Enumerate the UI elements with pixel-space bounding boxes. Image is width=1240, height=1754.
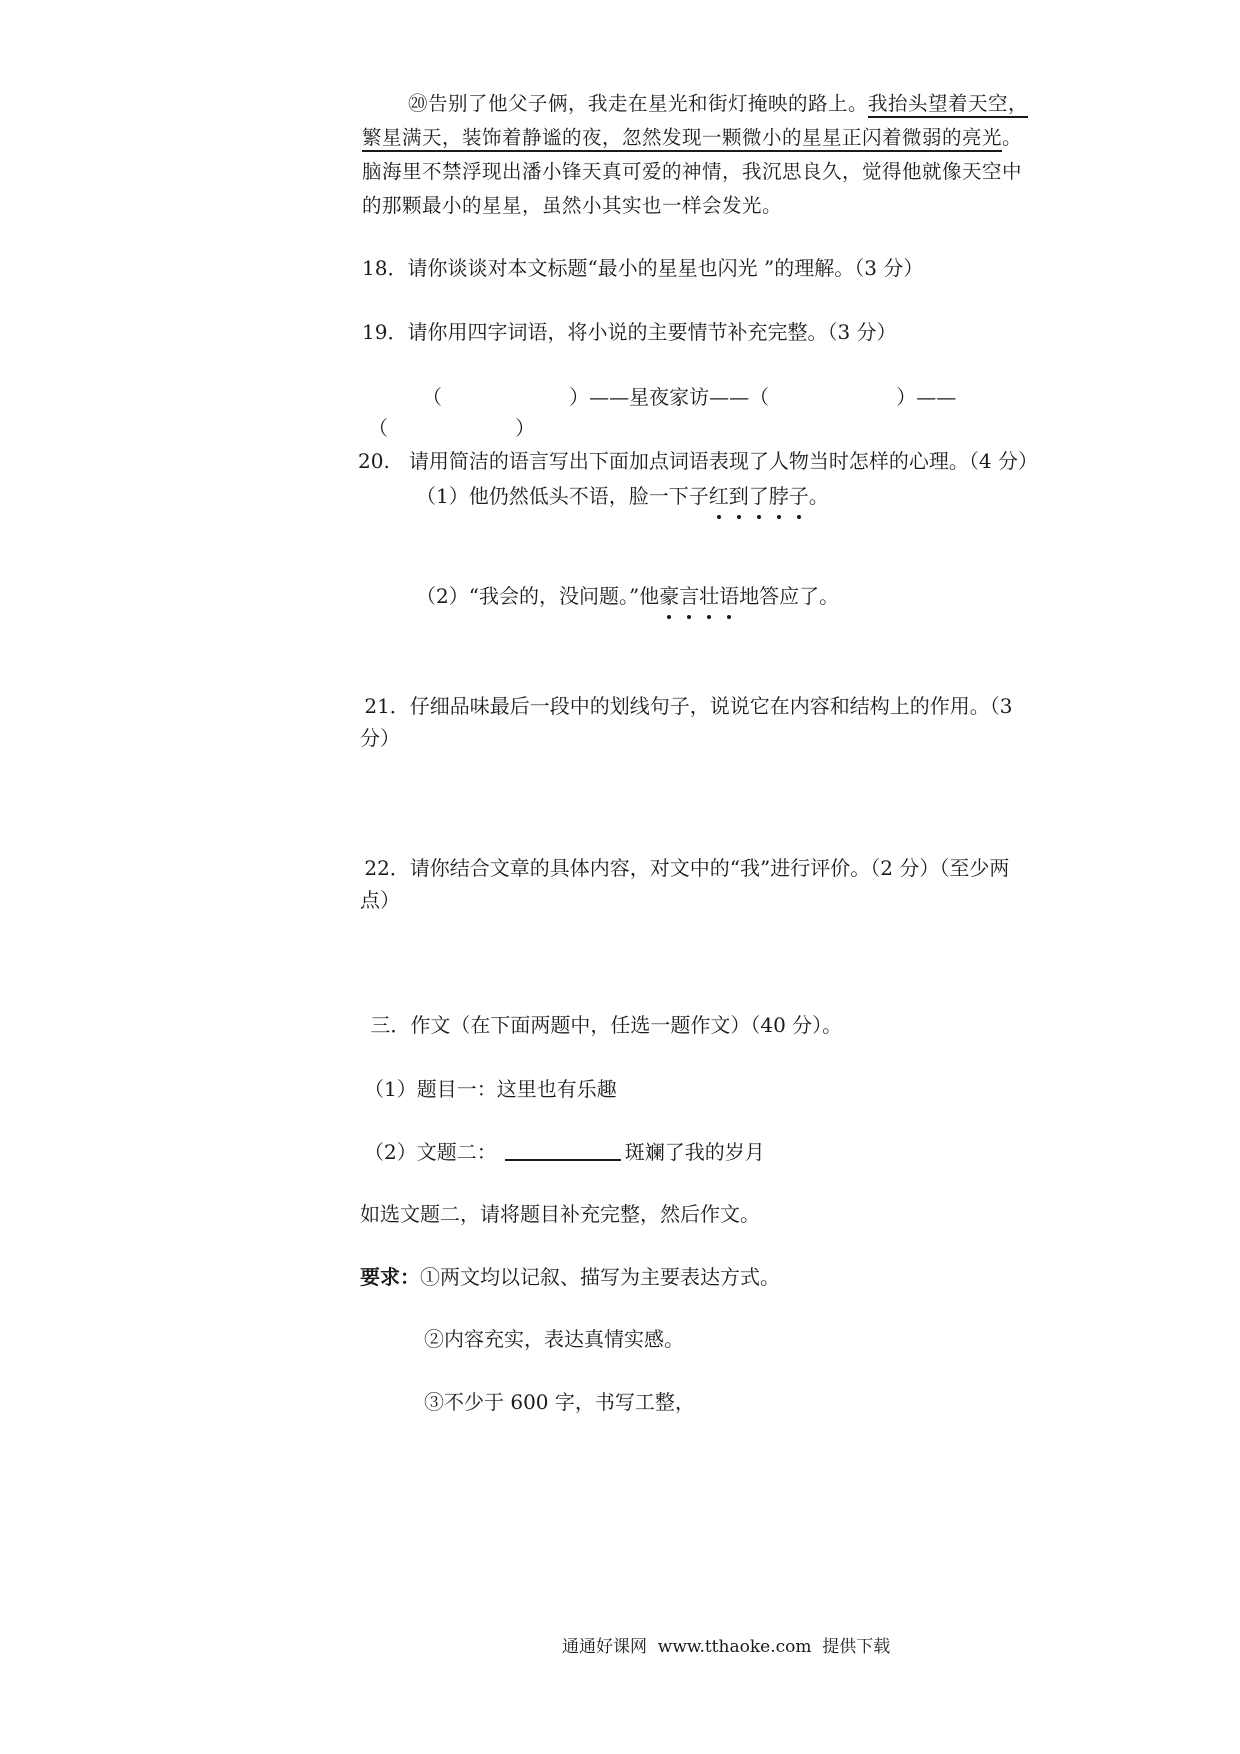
requirement-1-text: ①两文均以记叙、描写为主要表达方式。: [420, 1265, 780, 1289]
question-22-line-1: 22．请你结合文章的具体内容，对文中的“我”进行评价。（2 分）（至少两: [358, 856, 1010, 880]
essay-requirement-1: [360, 1263, 780, 1291]
underlined-sentence-part-1: 我抬头望着天空，: [868, 92, 1028, 118]
question-20-item-2: [416, 582, 839, 610]
requirements-label: 要求：: [360, 1265, 420, 1289]
essay-instruction: 如选文题二，请将题目补充完整，然后作文。: [360, 1202, 760, 1226]
passage-p20-start: ⑳告别了他父子俩，我走在星光和街灯掩映的路上。: [408, 92, 869, 115]
underlined-sentence-part-2: 繁星满天，装饰着静谧的夜，忽然发现一颗微小的星星正闪着微弱的亮光: [362, 126, 1002, 152]
question-20-item-1: [416, 482, 829, 510]
question-19-fill-line-2: （ ）: [368, 416, 536, 440]
essay-topic-1: （1）题目一：这里也有乐趣: [364, 1077, 617, 1101]
essay-topic-2: [364, 1138, 765, 1166]
question-21-line-2: 分）: [360, 726, 400, 750]
emphasized-char: 子: [788, 484, 809, 508]
question-21-line-1: 21．仔细品味最后一段中的划线句子，说说它在内容和结构上的作用。（3: [358, 694, 1013, 718]
emphasized-char: 到: [728, 484, 749, 508]
page-footer: 通通好课网 www.tthaoke.com 提供下载: [562, 1637, 891, 1657]
emphasized-char: 语: [719, 584, 740, 608]
emphasized-char: 红: [708, 484, 729, 508]
q20-1-end: 。: [808, 484, 829, 508]
passage-line-3: 脑海里不禁浮现出潘小锋天真可爱的神情，我沉思良久，觉得他就像天空中: [362, 160, 1023, 183]
question-18: 18．请你谈谈对本文标题“最小的星星也闪光 ”的理解。（3 分）: [362, 256, 924, 280]
passage-line-4: 的那颗最小的星星，虽然小其实也一样会发光。: [362, 194, 783, 217]
question-19-fill-line-1: （ ）——星夜家访——（ ）——: [422, 385, 957, 409]
essay-requirement-3: ③不少于 600 字，书写工整，: [424, 1390, 695, 1414]
essay-heading: 三．作文（在下面两题中，任选一题作文）（40 分）。: [364, 1013, 843, 1037]
question-22-line-2: 点）: [360, 888, 400, 912]
question-20: 20. 请用简洁的语言写出下面加点词语表现了人物当时怎样的心理。（4 分）: [358, 449, 1038, 473]
q20-1-text: （1）他仍然低头不语，脸一下子: [416, 484, 709, 508]
emphasized-char: 了: [748, 484, 769, 508]
emphasized-char: 言: [679, 584, 700, 608]
essay-topic-2-suffix: 斑斓了我的岁月: [624, 1140, 765, 1164]
emphasized-char: 壮: [699, 584, 720, 608]
passage-line-2: [362, 124, 1022, 152]
essay-title-blank: [505, 1139, 621, 1161]
q20-2-end: 地答应了。: [739, 584, 840, 608]
essay-topic-2-prefix: （2）文题二：: [364, 1140, 497, 1164]
question-19: 19．请你用四字词语，将小说的主要情节补充完整。（3 分）: [362, 320, 897, 344]
q20-2-text: （2）“我会的，没问题。”他: [416, 584, 660, 608]
essay-requirement-2: ②内容充实，表达真情实感。: [424, 1327, 684, 1351]
passage-period: 。: [1002, 126, 1023, 149]
passage-line-1: [408, 90, 1028, 118]
emphasized-char: 豪: [659, 584, 680, 608]
emphasized-char: 脖: [768, 484, 789, 508]
